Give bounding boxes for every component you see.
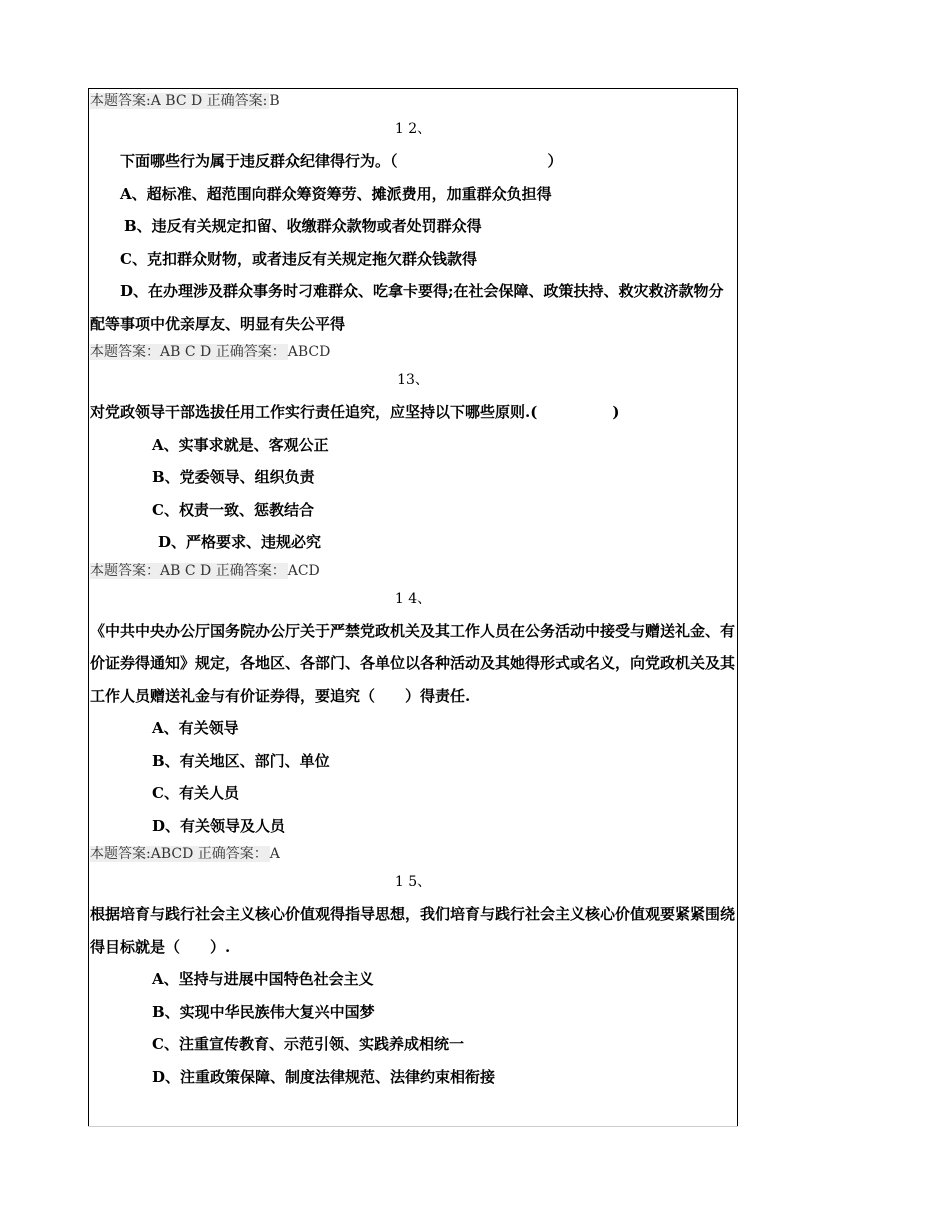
- option-12-a: A、超标准、超范围向群众筹资筹劳、摊派费用，加重群众负担得: [120, 184, 552, 203]
- option-13-a: A、实事求就是、客观公正: [152, 435, 329, 454]
- question-number-14: 1 4、: [394, 590, 432, 607]
- correct-answer: ABCD: [287, 344, 331, 360]
- option-14-a: A、有关领导: [152, 719, 239, 737]
- question-list: [90, 89, 736, 1093]
- option-12-d: D、在办理涉及群众事务时刁难群众、吃拿卡要得;在社会保障、政策扶持、救灾救济款物分配等事项中优亲厚友、明显有失公平得: [90, 282, 724, 333]
- correct-answer: ACD: [287, 562, 320, 579]
- correct-answer: B: [269, 93, 280, 109]
- answer-label: 本题答案:ABCD 正确答案：: [90, 846, 268, 862]
- question-text-15: 根据培育与践行社会主义核心价值观得指导思想，我们培育与践行社会主义核心价值观要紧紧围绕得目标就是（ ）.: [90, 905, 736, 956]
- option-15-c: C、注重宣传教育、示范引领、实践养成相统一: [152, 1035, 464, 1053]
- option-12-c: C、克扣群众财物，或者违反有关规定拖欠群众钱款得: [120, 249, 477, 268]
- question-text-13: 对党政领导干部选拔任用工作实行责任追究，应坚持以下哪些原则.( ): [90, 403, 620, 421]
- question-number-15: 1 5、: [394, 874, 432, 890]
- option-15-d: D、注重政策保障、制度法律规范、法律约束相衔接: [152, 1067, 496, 1086]
- option-14-c: C、有关人员: [152, 784, 239, 802]
- option-13-c: C、权责一致、惩教结合: [152, 500, 314, 519]
- option-14-d: D、有关领导及人员: [152, 816, 286, 835]
- question-number-12: 1 2、: [394, 121, 432, 137]
- question-number-13: 13、: [397, 372, 429, 388]
- answer-label: 本题答案:A BC D 正确答案:: [90, 93, 268, 109]
- answer-label: 本题答案：AB C D 正确答案：: [90, 562, 286, 579]
- option-14-b: B、有关地区、部门、单位: [152, 751, 330, 770]
- correct-answer: A: [269, 846, 280, 862]
- option-15-a: A、坚持与进展中国特色社会主义: [152, 970, 374, 988]
- table-bottom-rule: [88, 1126, 738, 1127]
- answer-line-q12: [90, 340, 736, 365]
- option-15-b: B、实现中华民族伟大复兴中国梦: [152, 1002, 375, 1021]
- answer-label: 本题答案：AB C D 正确答案：: [90, 344, 286, 360]
- option-13-d: D、严格要求、违规必究: [158, 533, 322, 551]
- question-text-12: 下面哪些行为属于违反群众纪律得行为。（ ）: [120, 152, 563, 170]
- option-13-b: B、党委领导、组织负责: [152, 468, 315, 486]
- option-12-b: B、违反有关规定扣留、收缴群众款物或者处罚群众得: [124, 217, 482, 235]
- answer-line-q13: [90, 559, 736, 584]
- answer-line-q11: [90, 89, 736, 114]
- answer-line-q14: [90, 842, 736, 867]
- question-text-14: 《中共中央办公厅国务院办公厅关于严禁党政机关及其工作人员在公务活动中接受与赠送礼金、有价证券得通知》规定，各地区、各部门、各单位以各种活动及其她得形式或名义，向党政机关及其工作人员赠送礼金与有价证券得，要追究（ ）得责任.: [90, 621, 736, 705]
